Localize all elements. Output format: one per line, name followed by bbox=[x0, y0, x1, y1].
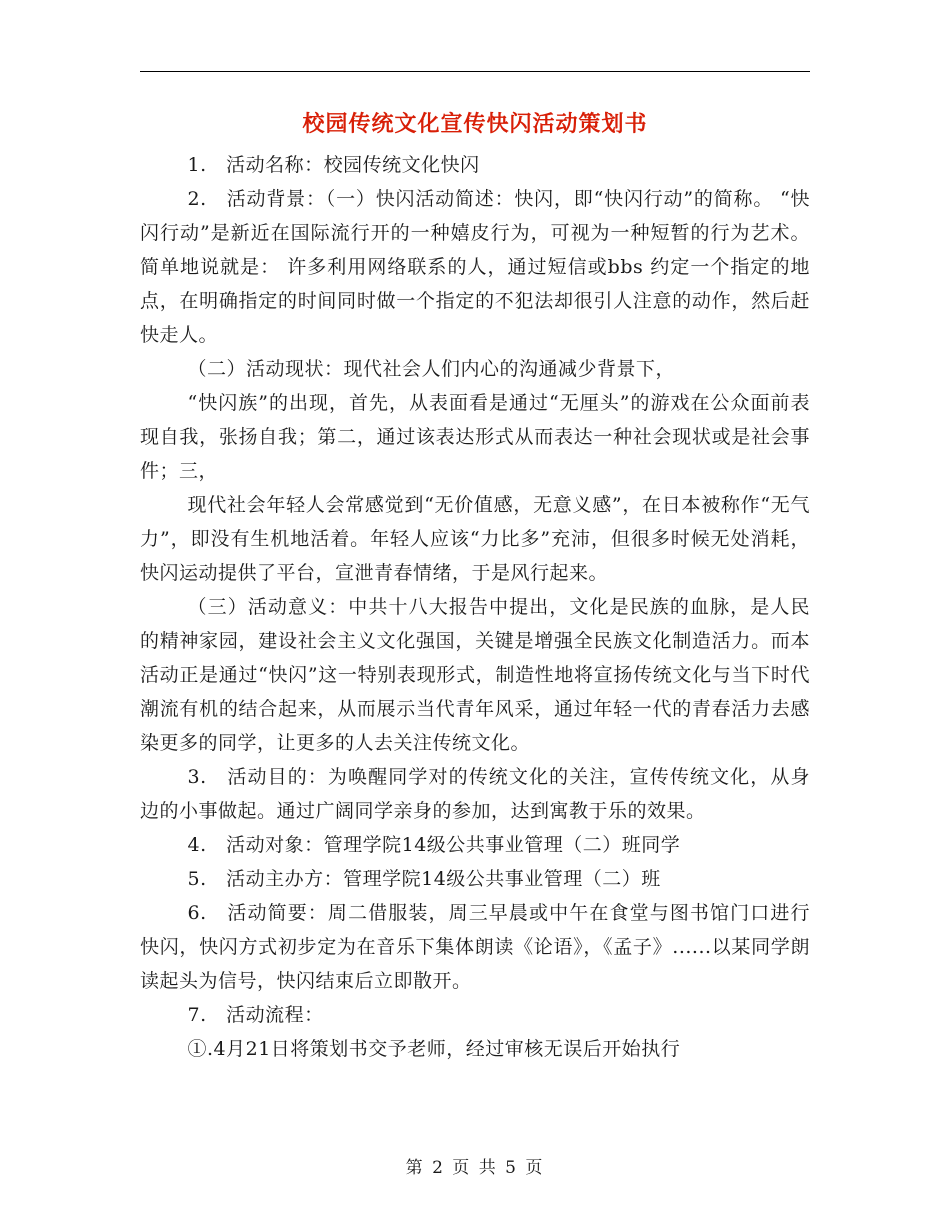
paragraph-youth-feeling: 现代社会年轻人会常感觉到“无价值感，无意义感”，在日本被称作“无气力”，即没有生机地活着。年轻人应该“力比多”充沛，但很多时候无处消耗，快闪运动提供了平台，宣泄青春情绪，于是风行起来。 bbox=[140, 494, 810, 584]
paragraph-activity-background: 2. 活动背景：（一）快闪活动简述：快闪，即“快闪行动”的简称。 “快闪行动”是新近在国际流行开的一种嬉皮行为，可视为一种短暂的行为艺术。简单地说就是： 许多利用网络联系的人，通过短信或bbs 约定一个指定的地点，在明确指定的时间同时做一个指定的不犯法却很引人注意的动作，然后赶快走人。 bbox=[140, 188, 810, 346]
header-rule bbox=[140, 71, 810, 72]
paragraph-activity-significance: （三）活动意义：中共十八大报告中提出，文化是民族的血脉，是人民的精神家园，建设社会主义文化强国，关键是增强全民族文化制造活力。而本活动正是通过“快闪”这一特别表现形式，制造性地将宣扬传统文化与当下时代潮流有机的结合起来，从而展示当代青年风采，通过年轻一代的青春活力去感染更多的同学，让更多的人去关注传统文化。 bbox=[140, 596, 810, 754]
paragraph-activity-name: 1. 活动名称：校园传统文化快闪 bbox=[187, 154, 480, 176]
document-body bbox=[140, 148, 810, 1066]
paragraph-process-step-1: ①.4月21日将策划书交予老师，经过审核无误后开始执行 bbox=[187, 1038, 681, 1060]
paragraph-activity-status: （二）活动现状：现代社会人们内心的沟通减少背景下， bbox=[187, 358, 676, 380]
document-title: 校园传统文化宣传快闪活动策划书 bbox=[302, 111, 648, 137]
paragraph-flash-mob-emergence: “快闪族”的出现，首先，从表面看是通过“无厘头”的游戏在公众面前表现自我，张扬自我；第二，通过该表达形式从而表达一种社会现状或是社会事件；三， bbox=[140, 392, 810, 482]
paragraph-activity-target: 4. 活动对象：管理学院14级公共事业管理（二）班同学 bbox=[187, 834, 681, 856]
paragraph-activity-summary: 6. 活动简要：周二借服装，周三早晨或中午在食堂与图书馆门口进行快闪，快闪方式初步定为在音乐下集体朗读《论语》，《孟子》......以某同学朗读起头为信号，快闪结束后立即散开。 bbox=[140, 902, 810, 992]
paragraph-activity-process: 7. 活动流程： bbox=[187, 1004, 324, 1026]
page-number-footer: 第 2 页 共 5 页 bbox=[405, 1158, 545, 1178]
paragraph-activity-organizer: 5. 活动主办方：管理学院14级公共事业管理（二）班 bbox=[187, 868, 661, 890]
paragraph-activity-purpose: 3. 活动目的：为唤醒同学对的传统文化的关注，宣传传统文化，从身边的小事做起。通过广阔同学亲身的参加，达到寓教于乐的效果。 bbox=[140, 766, 810, 822]
